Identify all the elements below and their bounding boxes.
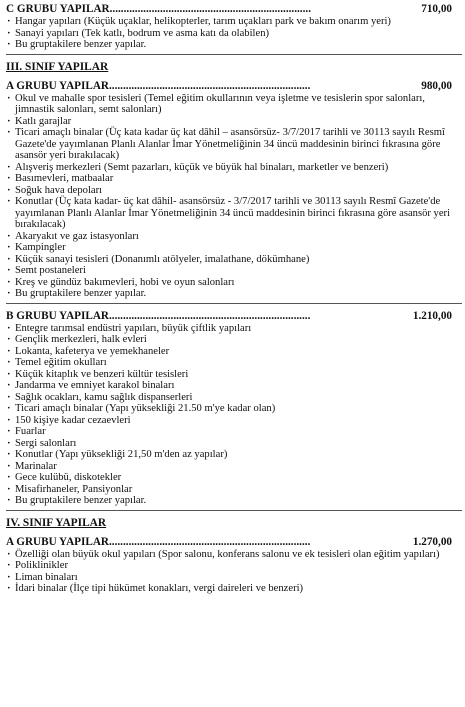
leader-dots: ........................................................................ [108, 535, 311, 548]
list-item: · Semt postaneleri [6, 265, 458, 277]
list-item: · Lokanta, kafeterya ve yemekhaneler [6, 346, 458, 358]
list-item: · Konutlar (Yapı yüksekliği 21,50 m'den az yapılar) [6, 449, 458, 461]
list-item: · Marinalar [6, 461, 458, 473]
leader-dots: ........................................................................ [108, 79, 311, 92]
divider [6, 303, 462, 304]
class-iii-b-group-heading [6, 309, 458, 323]
class-iv-a-group-heading [6, 535, 458, 549]
list-item: · Misafirhaneler, Pansiyonlar [6, 484, 458, 496]
class-iv-title: IV. SINIF YAPILAR [6, 516, 107, 529]
list-item: · Jandarma ve emniyet karakol binaları [6, 380, 458, 392]
class-iii-b-group-list [6, 323, 458, 507]
list-item: · Okul ve mahalle spor tesisleri (Temel eğitim okullarının veya işletme ve tesislerin spor salonları, jimnastik salonları, semt salonları) [6, 93, 458, 116]
list-item: · Gençlik merkezleri, halk evleri [6, 334, 458, 346]
list-item: · Basımevleri, matbaalar [6, 173, 458, 185]
list-item: · Soğuk hava depoları [6, 185, 458, 197]
list-item: · Alışveriş merkezleri (Semt pazarları, küçük ve büyük hal binaları, marketler ve benzeri) [6, 162, 458, 174]
divider [6, 54, 462, 55]
b-group-price: 1.210,00 [412, 309, 452, 322]
a-group-price: 980,00 [421, 79, 452, 92]
c-group-label: C GRUBU YAPILAR [6, 3, 110, 15]
list-item: · Liman binaları [6, 572, 458, 584]
list-item: · Gece kulübü, diskotekler [6, 472, 458, 484]
class-iii-a-group-list [6, 93, 458, 300]
list-item: · Kampingler [6, 242, 458, 254]
list-item: · İdari binalar (İlçe tipi hükümet konakları, vergi daireleri ve benzeri) [6, 583, 458, 595]
list-item: · Bu gruptakilere benzer yapılar. [6, 288, 458, 300]
list-item: · Bu gruptakilere benzer yapılar. [6, 39, 458, 51]
class-iv-a-group-list [6, 549, 458, 595]
document-page [6, 2, 458, 595]
list-item: · Ticari amaçlı binalar (Yapı yüksekliği 21.50 m'ye kadar olan) [6, 403, 458, 415]
list-item: · Fuarlar [6, 426, 458, 438]
a-group-price: 1.270,00 [412, 535, 452, 548]
list-item: · Ticari amaçlı binalar (Üç kata kadar üç kat dâhil – asansörsüz- 3/7/2017 tarihli ve 30113 sayılı Resmî Gazete'de yayımlanan Planlı Alanlar İmar Yönetmeliğinin 34 üncü maddesinin birinci fıkrasına göre asansör yeri bırakılacak) [6, 127, 458, 162]
list-item: · Küçük kitaplık ve benzeri kültür tesisleri [6, 369, 458, 381]
b-group-label: B GRUBU YAPILAR [6, 309, 109, 322]
list-item: · Konutlar (Üç kata kadar- üç kat dâhil- asansörsüz - 3/7/2017 tarihli ve 30113 sayılı Resmî Gazete'de yayımlanan Planlı Alanlar İmar Yönetmeliğinin 34 üncü maddesinin birinci fıkrasına göre asansör yeri bırakılacak) [6, 196, 458, 231]
list-item: · Entegre tarımsal endüstri yapıları, büyük çiftlik yapıları [6, 323, 458, 335]
list-item: · Akaryakıt ve gaz istasyonları [6, 231, 458, 243]
list-item: · Küçük sanayi tesisleri (Donanımlı atölyeler, imalathane, dökümhane) [6, 254, 458, 266]
class-iii-title: III. SINIF YAPILAR [6, 60, 109, 73]
list-item: · Bu gruptakilere benzer yapılar. [6, 495, 458, 507]
list-item: · Poliklinikler [6, 560, 458, 572]
leader-dots: ........................................................................ [109, 3, 311, 15]
a-group-label: A GRUBU YAPILAR [6, 535, 109, 548]
list-item: · Sanayi yapıları (Tek katlı, bodrum ve asma katı da olabilen) [6, 28, 458, 40]
c-group-heading [6, 2, 458, 16]
c-group-price: 710,00 [421, 3, 452, 15]
divider [6, 510, 462, 511]
leader-dots: ........................................................................ [108, 309, 311, 322]
list-item: · Sergi salonları [6, 438, 458, 450]
list-item: · Katlı garajlar [6, 116, 458, 128]
list-item: · Kreş ve gündüz bakımevleri, hobi ve oyun salonları [6, 277, 458, 289]
list-item: · Özelliği olan büyük okul yapıları (Spor salonu, konferans salonu ve ek tesisleri olan eğitim yapıları) [6, 549, 458, 561]
a-group-label: A GRUBU YAPILAR [6, 79, 109, 92]
list-item: · Sağlık ocakları, kamu sağlık dispanserleri [6, 392, 458, 404]
c-group-list [6, 16, 458, 51]
class-iii-a-group-heading [6, 79, 458, 93]
list-item: · Hangar yapıları (Küçük uçaklar, helikopterler, tarım uçakları park ve bakım onarım yeri) [6, 16, 458, 28]
list-item: · Temel eğitim okulları [6, 357, 458, 369]
list-item: · 150 kişiye kadar cezaevleri [6, 415, 458, 427]
